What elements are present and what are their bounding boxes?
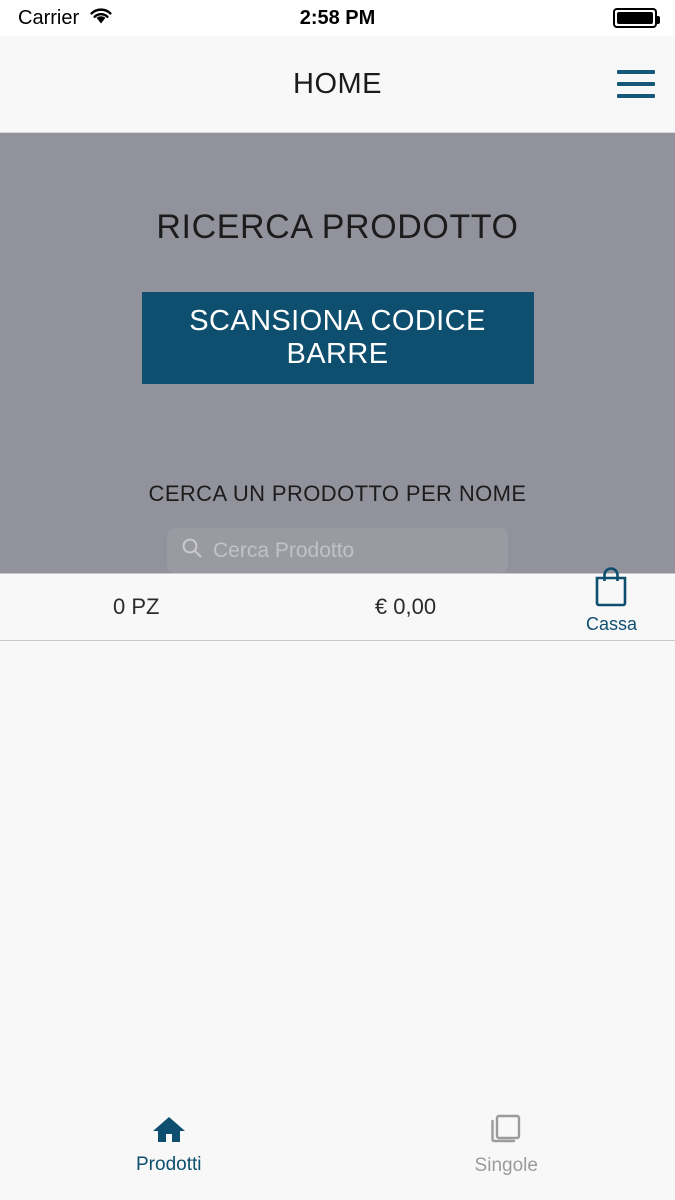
hamburger-menu-icon[interactable] bbox=[617, 70, 655, 98]
carrier-label: Carrier bbox=[18, 6, 80, 29]
battery-full-icon bbox=[613, 8, 657, 28]
search-box[interactable] bbox=[167, 528, 508, 573]
home-icon bbox=[151, 1113, 187, 1150]
status-time: 2:58 PM bbox=[299, 6, 376, 29]
status-bar bbox=[0, 0, 675, 36]
wifi-icon bbox=[88, 6, 114, 31]
main-content bbox=[0, 133, 675, 573]
summary-bar bbox=[0, 573, 675, 640]
cart-quantity: 0 PZ bbox=[113, 594, 160, 619]
copy-icon bbox=[488, 1112, 524, 1151]
checkout-button[interactable] bbox=[586, 565, 637, 635]
shopping-bag-icon bbox=[591, 565, 631, 612]
tab-bar bbox=[0, 640, 675, 1200]
tab-singole[interactable] bbox=[338, 641, 675, 1200]
tab-prodotti-label: Prodotti bbox=[136, 1154, 202, 1175]
search-label: CERCA UN PRODOTTO PER NOME bbox=[148, 481, 527, 506]
nav-bar bbox=[0, 36, 675, 133]
cart-total: € 0,00 bbox=[374, 594, 437, 619]
section-title: RICERCA PRODOTTO bbox=[156, 208, 519, 246]
status-left bbox=[18, 6, 114, 31]
tab-singole-label: Singole bbox=[474, 1155, 538, 1176]
search-input[interactable] bbox=[213, 539, 494, 563]
page-title: HOME bbox=[293, 67, 382, 100]
status-right bbox=[613, 8, 657, 28]
search-icon bbox=[181, 537, 203, 564]
scan-barcode-button[interactable]: SCANSIONA CODICE BARRE bbox=[142, 292, 534, 384]
checkout-label: Cassa bbox=[585, 614, 637, 634]
tab-prodotti[interactable] bbox=[0, 641, 338, 1200]
